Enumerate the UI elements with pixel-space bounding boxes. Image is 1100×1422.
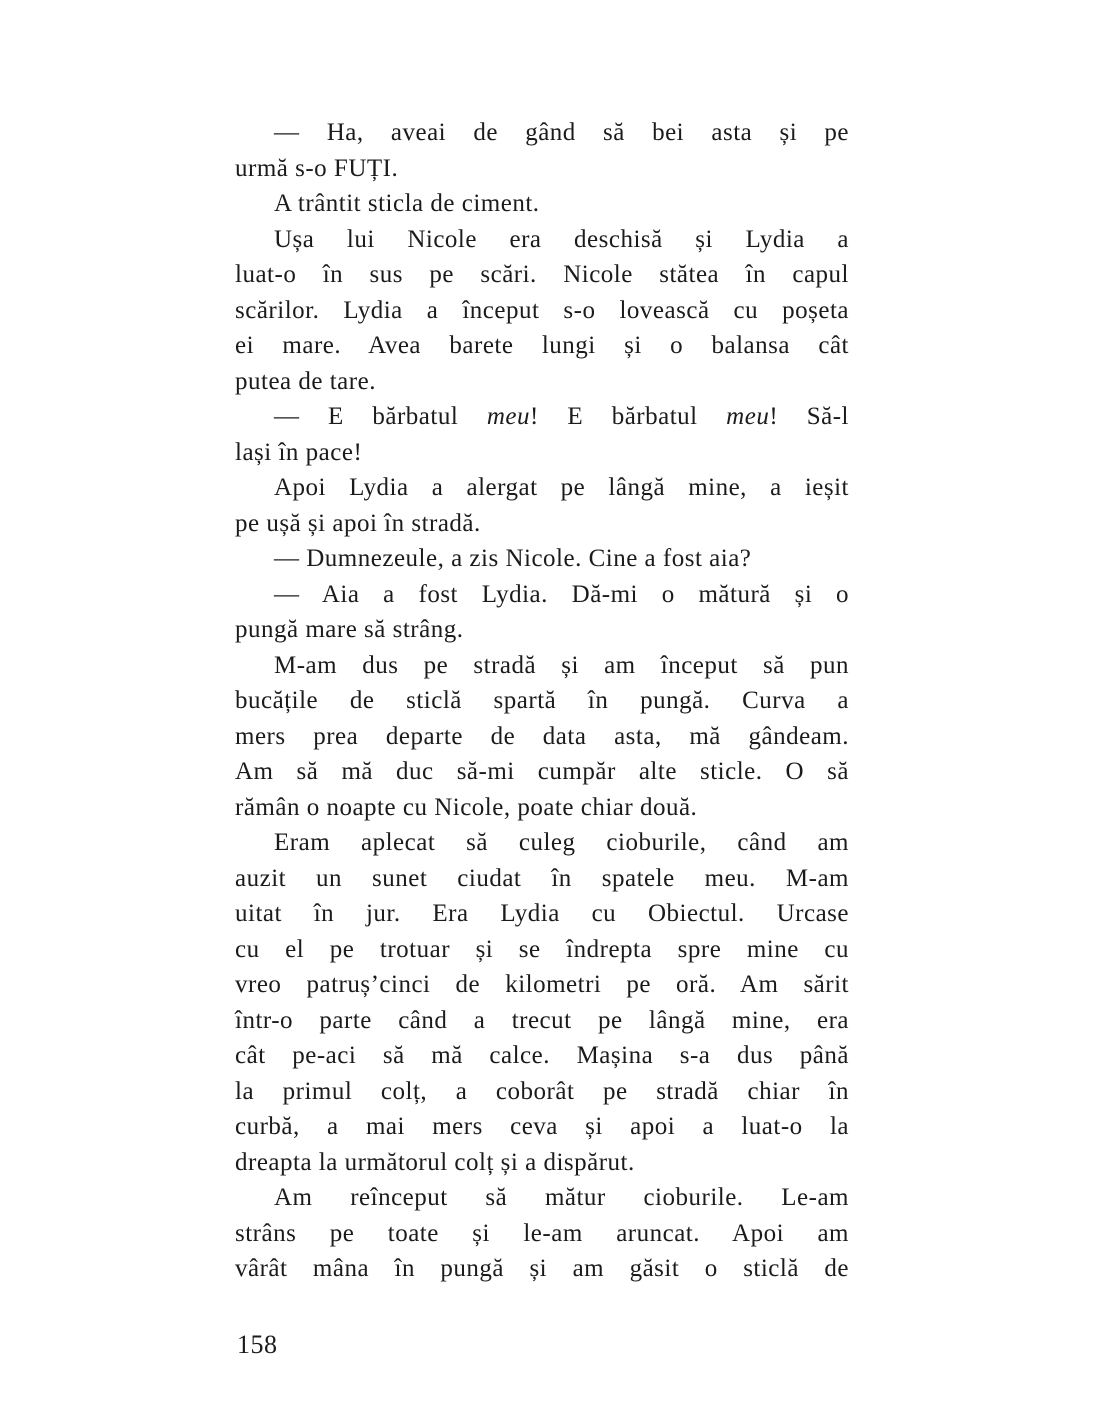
text-line: dreapta la următorul colț și a dispărut.	[235, 1148, 635, 1176]
page-number: 158	[237, 1330, 278, 1359]
text-line: Ușa lui Nicole era deschisă și Lydia a	[274, 225, 849, 253]
paragraph	[235, 541, 849, 577]
text-line: strâns pe toate și le-am aruncat. Apoi am	[235, 1219, 849, 1247]
text-line: la primul colț, a coborât pe stradă chiar în	[235, 1077, 849, 1105]
text-line: M-am dus pe stradă și am început să pun	[274, 651, 849, 679]
text-line: Apoi Lydia a alergat pe lângă mine, a ieșit	[274, 474, 849, 501]
paragraph	[235, 648, 849, 826]
text-line: vârât mâna în pungă și am găsit o sticlă de	[235, 1255, 849, 1282]
text-line: cu el pe trotuar și se îndrepta spre mine cu	[235, 935, 849, 963]
text-line: bucățile de sticlă spartă în pungă. Curva a	[235, 687, 849, 714]
text-line: A trântit sticla de ciment.	[274, 190, 540, 217]
paragraph	[235, 399, 849, 470]
text-line: mers prea departe de data asta, mă gândeam.	[235, 722, 849, 750]
text-block	[235, 115, 849, 1287]
paragraph	[235, 577, 849, 648]
text-line: Am să mă duc să-mi cumpăr alte sticle. O să	[235, 758, 849, 785]
text-line: — Ha, aveai de gând să bei asta și pe	[274, 119, 849, 146]
text-line: putea de tare.	[235, 367, 376, 395]
text-line: auzit un sunet ciudat în spatele meu. M-am	[235, 864, 849, 892]
paragraph	[235, 825, 849, 1180]
text-line: — Aia a fost Lydia. Dă-mi o mătură și o	[274, 580, 849, 608]
text-line: lași în pace!	[235, 438, 363, 466]
text-line: vreo patruș’cinci de kilometri pe oră. Am sărit	[235, 971, 849, 998]
text-line: — E bărbatul meu! E bărbatul meu! Să-l	[274, 403, 849, 430]
text-line: într-o parte când a trecut pe lângă mine, era	[235, 1006, 849, 1034]
text-line: Eram aplecat să culeg cioburile, când am	[274, 829, 849, 856]
text-line: ei mare. Avea barete lungi și o balansa cât	[235, 332, 849, 359]
text-line: curbă, a mai mers ceva și apoi a luat-o la	[235, 1113, 849, 1140]
text-line: — Dumnezeule, a zis Nicole. Cine a fost aia?	[274, 545, 752, 572]
paragraph	[235, 115, 849, 186]
text-line: pe ușă și apoi în stradă.	[235, 509, 481, 537]
text-line: urmă s-o FUȚI.	[235, 154, 399, 182]
paragraph	[235, 1180, 849, 1287]
paragraph	[235, 470, 849, 541]
paragraph	[235, 186, 849, 222]
text-line: pungă mare să strâng.	[235, 616, 464, 643]
text-line: rămân o noapte cu Nicole, poate chiar două.	[235, 793, 698, 821]
text-line: cât pe-aci să mă calce. Mașina s-a dus până	[235, 1042, 849, 1069]
text-line: uitat în jur. Era Lydia cu Obiectul. Urcase	[235, 900, 849, 927]
paragraph	[235, 222, 849, 400]
text-line: luat-o în sus pe scări. Nicole stătea în capul	[235, 261, 849, 288]
text-line: scărilor. Lydia a început s-o lovească cu poșeta	[235, 296, 849, 324]
text-line: Am reînceput să mătur cioburile. Le-am	[274, 1184, 849, 1211]
